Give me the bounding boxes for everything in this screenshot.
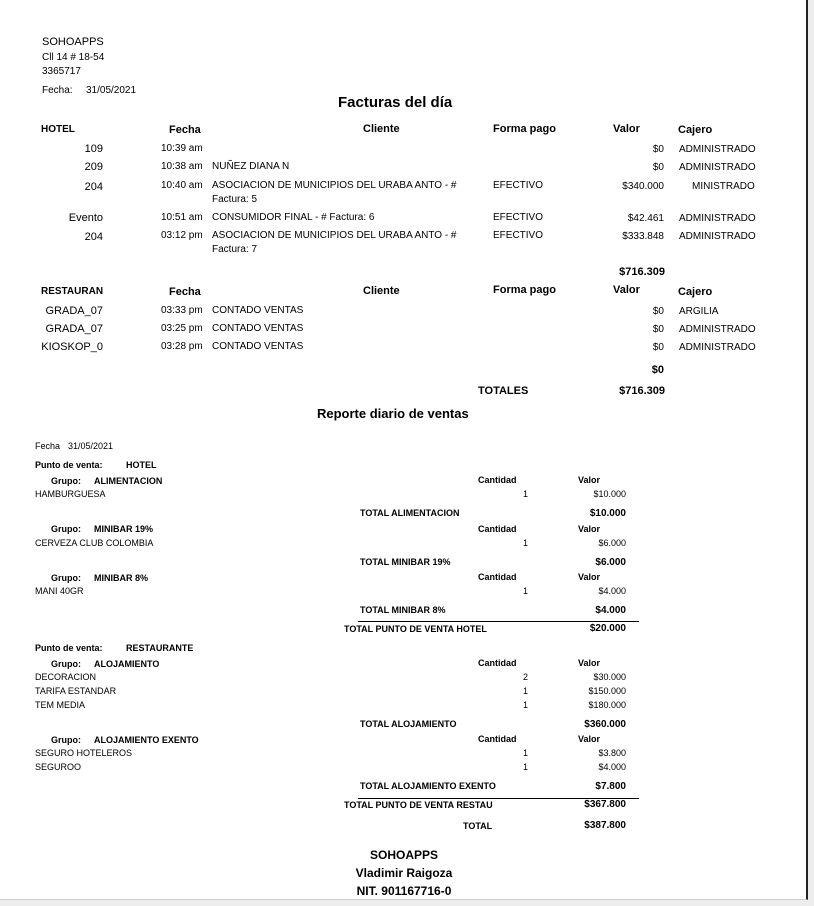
row-payment: EFECTIVO	[493, 230, 544, 241]
item-qty: 1	[522, 748, 528, 758]
row-id: 109	[84, 143, 103, 155]
item-name: DECORACION	[35, 672, 97, 682]
group-total-label: TOTAL MINIBAR 8%	[360, 605, 446, 615]
footer-nit: NIT. 901167716-0	[356, 884, 452, 898]
row-client: ASOCIACION DE MUNICIPIOS DEL URABA ANTO - #	[212, 230, 457, 241]
row-value: $333.848	[622, 231, 664, 242]
item-value: $3.800	[598, 748, 626, 758]
row-payment: EFECTIVO	[493, 180, 544, 191]
row-client: NUÑEZ DIANA N	[212, 161, 290, 172]
item-name: SEGUROO	[35, 762, 82, 772]
group-label: Grupo:	[51, 476, 81, 486]
pv-label: Punto de venta:	[35, 460, 103, 470]
item-name: TARIFA ESTANDAR	[35, 686, 117, 696]
row-id: 204	[84, 181, 103, 193]
footer-company: SOHOAPPS	[369, 848, 438, 862]
row-time: 03:28 pm	[161, 341, 203, 352]
company-address: Cll 14 # 18-54	[42, 52, 105, 63]
group-total-value: $4.000	[595, 605, 626, 616]
item-value: $10.000	[593, 489, 626, 499]
item-value: $30.000	[593, 672, 626, 682]
row-value: $0	[652, 144, 664, 155]
group-name: ALOJAMIENTO EXENTO	[94, 735, 199, 745]
item-value: $180.000	[588, 700, 626, 710]
totales-value: $716.309	[619, 385, 665, 397]
pv-total-label: TOTAL PUNTO DE VENTA HOTEL	[344, 624, 487, 634]
item-qty: 1	[522, 538, 528, 548]
row-cashier: ADMINISTRADO	[679, 162, 756, 173]
report-date-value: 31/05/2021	[68, 441, 114, 451]
cantidad-header: Cantidad	[478, 475, 517, 485]
row-value: $0	[652, 306, 664, 317]
item-name: SEGURO HOTELEROS	[35, 748, 133, 758]
valor-header: Valor	[578, 572, 601, 582]
item-qty: 1	[522, 686, 528, 696]
group-total-label: TOTAL ALOJAMIENTO	[360, 719, 457, 729]
cantidad-header: Cantidad	[478, 524, 517, 534]
row-value: $0	[652, 162, 664, 173]
divider-line	[358, 621, 639, 622]
row-id: 209	[84, 161, 103, 173]
group-label: Grupo:	[51, 524, 81, 534]
totales-label: TOTALES	[478, 385, 529, 397]
row-cashier: ADMINISTRADO	[679, 144, 756, 155]
item-name: CERVEZA CLUB COLOMBIA	[35, 538, 154, 548]
group-total-value: $10.000	[589, 508, 626, 519]
row-id: Evento	[68, 212, 103, 224]
col-cliente: Cliente	[363, 285, 400, 297]
group-total-label: TOTAL ALOJAMIENTO EXENTO	[360, 781, 496, 791]
row-client-invoice: Factura: 7	[212, 244, 258, 255]
row-value: $0	[652, 324, 664, 335]
col-forma-pago: Forma pago	[493, 284, 556, 296]
pv-label: Punto de venta:	[35, 643, 103, 653]
row-time: 10:40 am	[161, 180, 203, 191]
group-name: ALOJAMIENTO	[94, 659, 160, 669]
col-cliente: Cliente	[363, 123, 400, 135]
group-total-value: $6.000	[595, 557, 626, 568]
item-qty: 2	[522, 672, 528, 682]
item-name: MANI 40GR	[35, 586, 84, 596]
row-client: CONTADO VENTAS	[212, 305, 304, 316]
row-cashier: MINISTRADO	[692, 181, 755, 192]
date-label: Fecha:	[42, 85, 73, 96]
row-id: 204	[84, 231, 103, 243]
col-forma-pago: Forma pago	[493, 123, 556, 135]
group-total-value: $7.800	[595, 781, 626, 792]
item-value: $4.000	[598, 762, 626, 772]
grand-total-label: TOTAL	[463, 821, 493, 831]
group-name: MINIBAR 8%	[94, 573, 149, 583]
row-client: CONTADO VENTAS	[212, 323, 304, 334]
group-total-label: TOTAL ALIMENTACION	[360, 508, 460, 518]
row-id: GRADA_07	[45, 323, 103, 335]
item-qty: 1	[522, 586, 528, 596]
row-time: 03:33 pm	[161, 305, 203, 316]
item-qty: 1	[522, 762, 528, 772]
row-client: ASOCIACION DE MUNICIPIOS DEL URABA ANTO - #	[212, 180, 457, 191]
row-cashier: ADMINISTRADO	[679, 324, 756, 335]
row-client: CONSUMIDOR FINAL - # Factura: 6	[212, 212, 375, 223]
row-cashier: ARGILIA	[679, 306, 719, 317]
row-value: $42.461	[627, 213, 664, 224]
valor-header: Valor	[578, 475, 601, 485]
row-payment: EFECTIVO	[493, 212, 544, 223]
row-time: 10:51 am	[161, 212, 203, 223]
pv-total-label: TOTAL PUNTO DE VENTA RESTAU	[344, 800, 493, 810]
restaurant-subtotal: $0	[651, 364, 664, 376]
cantidad-header: Cantidad	[478, 572, 517, 582]
row-client-invoice: Factura: 5	[212, 194, 258, 205]
row-id: KIOSKOP_0	[41, 341, 103, 353]
col-valor: Valor	[613, 123, 640, 135]
row-cashier: ADMINISTRADO	[679, 231, 756, 242]
company-phone: 3365717	[42, 66, 81, 77]
row-id: GRADA_07	[45, 305, 103, 317]
row-cashier: ADMINISTRADO	[679, 342, 756, 353]
cantidad-header: Cantidad	[478, 734, 517, 744]
cantidad-header: Cantidad	[478, 658, 517, 668]
group-total-value: $360.000	[584, 719, 626, 730]
group-label: Grupo:	[51, 573, 81, 583]
row-value: $340.000	[622, 181, 664, 192]
valor-header: Valor	[578, 658, 601, 668]
pv-name: HOTEL	[126, 460, 157, 470]
item-value: $150.000	[588, 686, 626, 696]
row-time: 10:38 am	[161, 161, 203, 172]
item-name: TEM MEDIA	[35, 700, 86, 710]
item-value: $4.000	[598, 586, 626, 596]
row-time: 03:25 pm	[161, 323, 203, 334]
col-cajero: Cajero	[678, 124, 713, 136]
footer-person: Vladimir Raigoza	[355, 866, 453, 880]
col-fecha: Fecha	[169, 286, 201, 298]
group-name: MINIBAR 19%	[94, 524, 154, 534]
item-qty: 1	[522, 700, 528, 710]
restaurant-header: RESTAURAN	[41, 286, 104, 297]
col-cajero: Cajero	[678, 286, 713, 298]
col-fecha: Fecha	[169, 124, 201, 136]
row-value: $0	[652, 342, 664, 353]
group-label: Grupo:	[51, 659, 81, 669]
valor-header: Valor	[578, 524, 601, 534]
company-name: SOHOAPPS	[42, 36, 104, 48]
group-total-label: TOTAL MINIBAR 19%	[360, 557, 451, 567]
row-client: CONTADO VENTAS	[212, 341, 304, 352]
pv-total-value: $20.000	[589, 623, 626, 634]
pv-name: RESTAURANTE	[126, 643, 194, 653]
valor-header: Valor	[578, 734, 601, 744]
group-label: Grupo:	[51, 735, 81, 745]
item-name: HAMBURGUESA	[35, 489, 106, 499]
item-value: $6.000	[598, 538, 626, 548]
row-time: 10:39 am	[161, 143, 203, 154]
report-date-label: Fecha	[35, 441, 61, 451]
invoices-title: Facturas del día	[338, 94, 453, 111]
hotel-subtotal: $716.309	[619, 266, 665, 278]
col-valor: Valor	[613, 284, 640, 296]
item-qty: 1	[522, 489, 528, 499]
row-time: 03:12 pm	[161, 230, 203, 241]
report-title: Reporte diario de ventas	[317, 406, 469, 421]
grand-total-value: $387.800	[584, 820, 626, 831]
hotel-header: HOTEL	[41, 124, 75, 135]
pv-total-value: $367.800	[584, 799, 626, 810]
row-cashier: ADMINISTRADO	[679, 213, 756, 224]
date-value: 31/05/2021	[86, 85, 137, 96]
group-name: ALIMENTACION	[94, 476, 163, 486]
